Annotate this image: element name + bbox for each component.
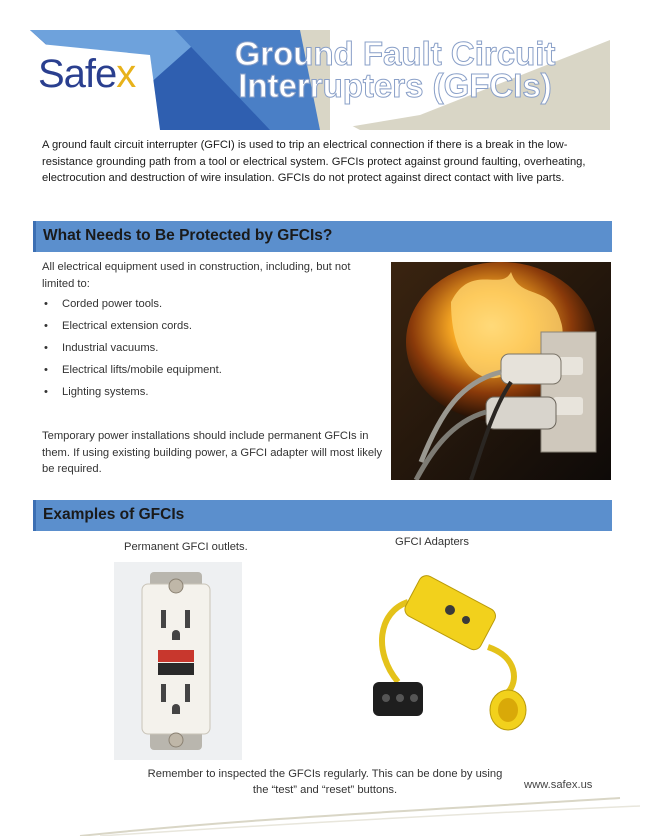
burning-outlet-photo [391, 262, 611, 480]
list-item [42, 318, 222, 340]
header-banner [0, 0, 648, 130]
intro-paragraph: A ground fault circuit interrupter (GFCI) is used to trip an electrical connection if there is a break in the low-resistance grounding path from a tool or electrical system. GFCIs protect against ground faulting, overheating, electrocution and destruction of wire insulation. GFCIs do not protect against direct contact with live parts. [42, 139, 586, 184]
inspection-reminder: Remember to inspected the GFCIs regularly. This can be done by using the “test” and “reset” buttons. [147, 768, 503, 796]
gfci-outlet-image [114, 562, 242, 760]
bullet-icon: • [44, 342, 48, 354]
bullet-icon: • [44, 386, 48, 398]
gfci-adapter-image [368, 572, 528, 742]
list-item-text: Electrical extension cords. [62, 320, 192, 332]
logo-accent: x [116, 52, 136, 96]
section-heading-protected [33, 221, 612, 252]
list-item [42, 384, 222, 406]
logo-text: Safe [38, 52, 117, 96]
section1-heading-text: What Needs to Be Protected by GFCIs? [43, 227, 333, 244]
equipment-list [42, 296, 222, 406]
list-item [42, 340, 222, 362]
title-line-1: Ground Fault Circuit [234, 35, 556, 72]
list-item [42, 362, 222, 384]
page-title [185, 35, 605, 104]
website-link[interactable]: www.safex.us [524, 779, 593, 791]
safex-logo [38, 52, 135, 97]
list-item [42, 296, 222, 318]
list-item-text: Electrical lifts/mobile equipment. [62, 364, 222, 376]
section2-heading-text: Examples of GFCIs [43, 506, 185, 523]
bullet-icon: • [44, 320, 48, 332]
bullet-icon: • [44, 364, 48, 376]
section1-note: Temporary power installations should include permanent GFCIs in them. If using existing building power, a GFCI adapter will most likely be required. [42, 430, 383, 475]
list-item-text: Industrial vacuums. [62, 342, 159, 354]
title-line-2: Interrupters (GFCIs) [238, 67, 552, 104]
footer-swoosh [0, 780, 648, 836]
section-heading-examples [33, 500, 612, 531]
bullet-icon: • [44, 298, 48, 310]
caption-adapter: GFCI Adapters [395, 536, 469, 548]
list-item-text: Corded power tools. [62, 298, 163, 310]
caption-outlet: Permanent GFCI outlets. [124, 541, 248, 553]
list-item-text: Lighting systems. [62, 386, 149, 398]
section1-lead: All electrical equipment used in construction, including, but not limited to: [42, 261, 351, 290]
